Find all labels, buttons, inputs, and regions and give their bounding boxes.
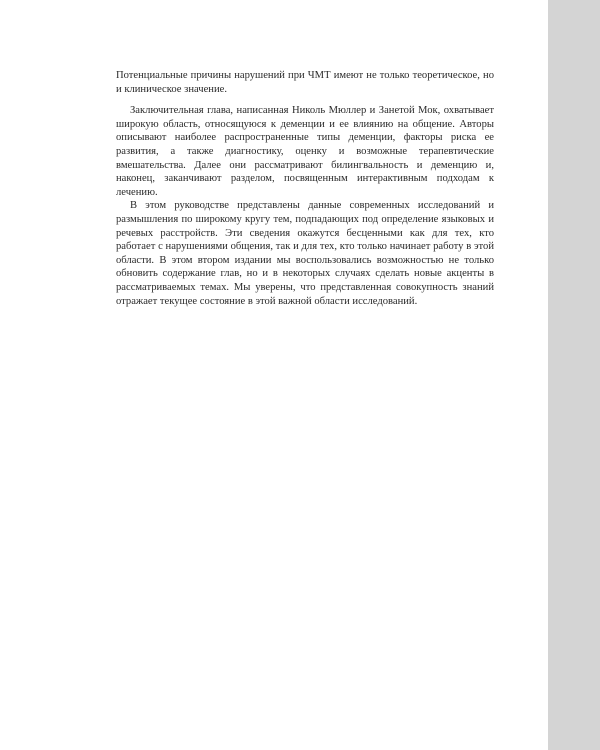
paragraph-3: В этом руководстве представлены данные современных исследований и размышления по широкому кругу тем, подпадающих под определение языковых и речевых расстройств. Эти сведения окажутся бесценными как для тех, кто работает с нарушениями общения, так и для тех, кто только начинает работу в этой области. В этом втором издании мы воспользовались возможностью не только обновить содержание глав, но и в некоторых случаях сделать новые акценты в рассматриваемых темах. Мы уверены, что представленная совокупность знаний отражает текущее состояние в этой важной области исследований. — [116, 200, 494, 307]
paragraph-2: Заключительная глава, написанная Николь Мюллер и Занетой Мок, охватывает широкую область, относящуюся к деменции и ее влиянию на общение. Авторы описывают наиболее распространенные типы деменции, факторы риска ее развития, а также диагностику, оценку и возможные терапевтические вмешательства. Далее они рассматривают билингвальность и деменцию и, наконец, заканчивают разделом, посвященным интерактивным подходам к лечению. — [116, 105, 494, 198]
paragraph-1: Потенциальные причины нарушений при ЧМТ имеют не только теоретическое, но и клиническое значение. — [116, 70, 494, 95]
page-edge-bar — [548, 0, 600, 750]
body-text — [116, 69, 494, 308]
